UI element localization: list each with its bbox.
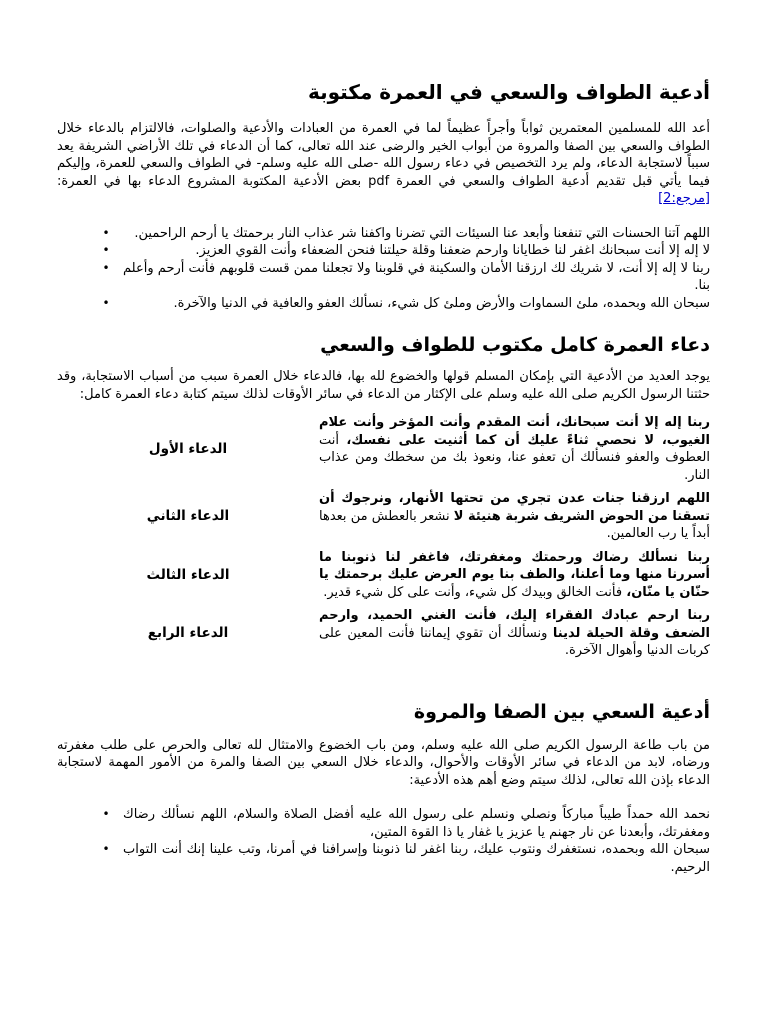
sai-intro-paragraph: من باب طاعة الرسول الكريم صلى الله عليه وسلم، ومن باب الخضوع والامتثال لله تعالى والحرص على طلب مغفرته ورضاه، لابد من الدعاء في سائر الأوقات والأحوال، والدعاء خلال السعي بين الصفا والمرة من الأمور المهمة لاستجابة الدعاء بإذن الله تعالى، لذلك سيتم وضع أهم هذه الأدعية:	[57, 737, 710, 788]
intro-text: أعد الله للمسلمين المعتمرين ثواباً وأجراً عظيماً لما في العمرة من العبادات والأدعية والصلوات، فالالتزام بالدعاء خلال الطواف والسعي بين الصفا والمروة من أبواب الخير والرضى عند الله تعالى، كما أن الدعاء في تلك الأراضي الشريفة يعد سبباً لاستجابة الدعاء، ولم يرد التخصيص في دعاء رسول الله -صلى الله عليه وسلم- في الطواف والسعي للعمرة، وإليكم فيما يأتي قبل تقديم أدعية الطواف والسعي في العمرة pdf بعض الأدعية المكتوبة المشروع الدعاء بها في العمرة:	[57, 121, 710, 189]
dua-table-row	[57, 411, 710, 487]
list-item	[99, 841, 710, 876]
dua-bold-part: ربنا إله إلا أنت سبحانك، أنت المقدم وأنت المؤخر وأنت علام الغيوب، لا نحصي ثناءً عليك أن كما أثنيت على نفسك،	[319, 415, 710, 448]
dua-text: سبحان الله وبحمده، نستغفرك ونتوب عليك، ربنا اغفر لنا ذنوبنا وإسرافنا في أمرنا، وتب علينا إنك أنت التواب الرحيم.	[123, 842, 710, 875]
bullet-icon: •	[102, 243, 110, 257]
dua-row-text	[319, 487, 710, 546]
dua-table	[57, 411, 710, 663]
dua-table-row	[57, 604, 710, 663]
list-item	[99, 242, 710, 260]
bullet-icon: •	[102, 225, 110, 240]
dua-table-row	[57, 487, 710, 546]
dua-row-label: الدعاء الرابع	[147, 625, 229, 642]
umrah-duas-list	[57, 225, 710, 313]
page-title: أدعية الطواف والسعي في العمرة مكتوبة	[307, 80, 710, 104]
list-item	[99, 806, 710, 841]
dua-bold-part: ربنا ارحم عبادك الفقراء إليك، فأنت الغني الحميد، وارحم الضعف وقلة الحيلة لدينا	[319, 608, 710, 641]
dua-table-row	[57, 546, 710, 605]
section-title-full-dua: دعاء العمرة كامل مكتوب للطواف والسعي	[320, 334, 710, 356]
bullet-icon: •	[102, 807, 110, 821]
dua-row-text	[319, 546, 710, 605]
dua-text: اللهم آتنا الحسنات التي تنفعنا وأبعد عنا السيئات التي تضرنا واكفنا شر عذاب النار برحمتك يا أرحم الراحمين.	[134, 225, 710, 241]
full-dua-intro-paragraph: يوجد العديد من الأدعية التي بإمكان المسلم قولها والخضوع لله بها، فالدعاء خلال العمرة سبب من أسباب الاستجابة، وقد حثتنا الرسول الكريم صلى الله عليه وسلم على الإكثار من الدعاء في سائر الأوقات لذلك سيتم كتابة دعاء العمرة كامل:	[57, 369, 710, 402]
dua-row-text	[319, 411, 710, 487]
list-item	[99, 295, 710, 313]
dua-text: لا إله إلا أنت سبحانك اغفر لنا خطايانا وارحم ضعفنا وقلة حيلتنا فنحن الضعفاء وأنت القوي العزيز.	[195, 243, 710, 258]
bullet-icon: •	[102, 260, 110, 275]
reference-link[interactable]: [مرجع:2]	[658, 191, 710, 206]
list-item	[99, 225, 710, 243]
dua-rest-part: أنت العطوف والعفو فنسألك أن تعفو عنا، ونعوذ بك من سخطك ومن عذاب النار.	[319, 432, 710, 483]
bullet-icon: •	[102, 295, 110, 310]
dua-bold-part: اللهم ارزقنا جنات عدن تجري من تحتها الأنهار، ونرجوك أن تسقنا من الحوض الشريف شربة هنيئة لا	[319, 491, 710, 524]
dua-row-label: الدعاء الثالث	[146, 566, 230, 583]
section-title-sai: أدعية السعي بين الصفا والمروة	[413, 700, 710, 723]
dua-text: نحمد الله حمداً طيباً مباركاً ونصلي ونسلم على رسول الله عليه أفضل الصلاة والسلام، اللهم نسألك رضاك ومغفرتك، وأبعدنا عن نار جهنم يا عزيز يا غفار يا ذا القوة المتين،	[123, 807, 710, 840]
dua-row-label: الدعاء الأول	[148, 441, 228, 457]
dua-text: سبحان الله وبحمده، ملئ السماوات والأرض وملئ كل شيء، نسألك العفو والعافية في الدنيا والآخرة.	[173, 295, 710, 311]
dua-text: ربنا لا إله إلا أنت، لا شريك لك ارزقنا الأمان والسكينة في قلوبنا ولا تجعلنا ممن قست قلوبهم فأنت أرحم وأعلم بنا.	[123, 260, 710, 293]
dua-bold-part: ربنا نسألك رضاك ورحمتك ومغفرتك، فاغفر لنا ذنوبنا ما أسررنا منها وما أعلنا، والطف بنا يوم العرض عليك برحمتك يا حنّان يا منّان،	[319, 549, 710, 600]
dua-rest-part: ونسألك أن تقوي إيماننا فأنت المعين على كربات الدنيا وأهوال الآخرة.	[319, 625, 710, 658]
list-item	[99, 260, 710, 295]
bullet-icon: •	[102, 842, 110, 856]
sai-duas-list	[57, 806, 710, 876]
dua-row-text	[319, 604, 710, 663]
dua-rest-part: نشعر بالعطش من بعدها أبداً يا رب العالمين.	[319, 508, 710, 541]
dua-rest-part: فأنت الخالق وبيدك كل شيء، وأنت على كل شيء قدير.	[323, 584, 623, 600]
dua-row-label: الدعاء الثاني	[146, 508, 230, 525]
intro-paragraph	[57, 120, 710, 208]
